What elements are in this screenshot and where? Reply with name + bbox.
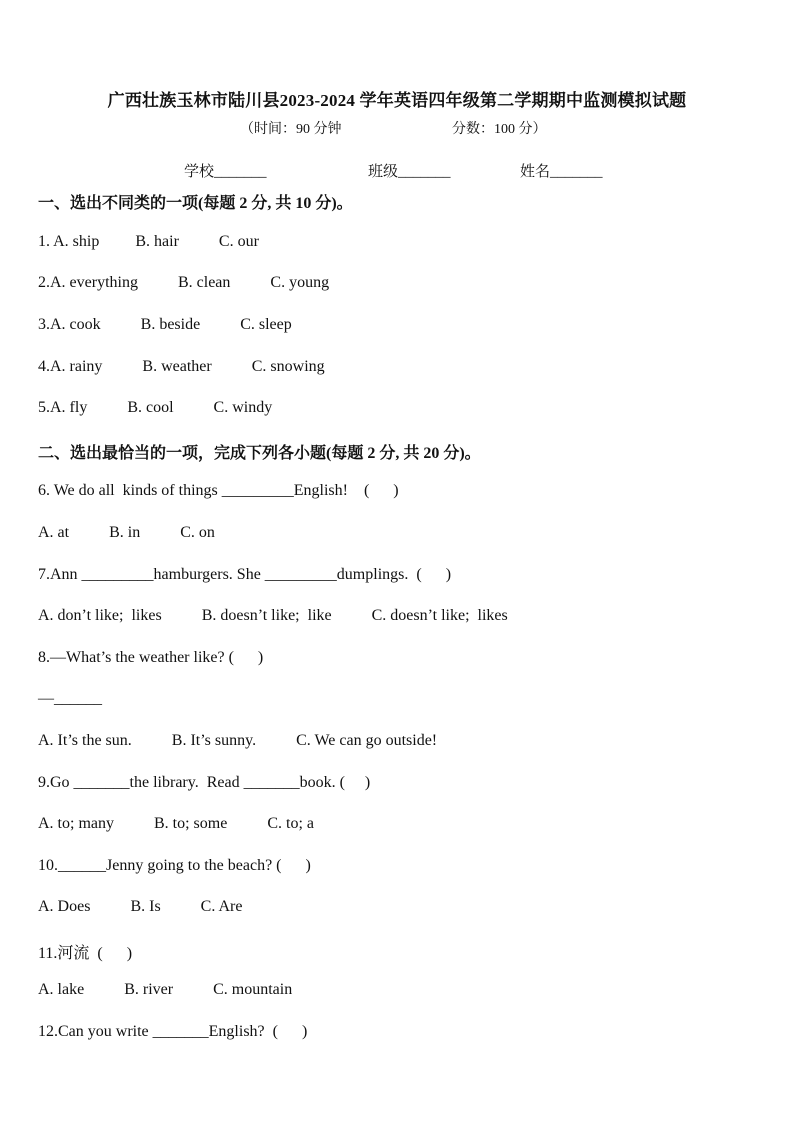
exam-title: 广西壮族玉林市陆川县2023-2024 学年英语四年级第二学期期中监测模拟试题 [107, 91, 687, 110]
class-field: 班级_______ [368, 164, 451, 180]
question-11: 11.河流 ( ) [38, 945, 133, 962]
question-4: 4.A. rainy B. weather C. snowing [38, 358, 325, 375]
question-1: 1. A. ship B. hair C. our [38, 233, 259, 250]
question-11-options: A. lake B. river C. mountain [38, 981, 293, 998]
question-5: 5.A. fly B. cool C. windy [38, 399, 273, 416]
name-field: 姓名_______ [520, 164, 603, 180]
question-12: 12.Can you write _______English? ( ) [38, 1023, 308, 1040]
question-8-answer-blank: —______ [38, 690, 102, 707]
school-field: 学校_______ [184, 164, 267, 180]
question-10-options: A. Does B. Is C. Are [38, 898, 243, 915]
exam-score: 分数：100 分） [452, 122, 547, 137]
section-2-heading: 二、选出最恰当的一项，完成下列各小题(每题 2 分, 共 20 分)。 [38, 445, 481, 462]
question-8-options: A. It’s the sun. B. It’s sunny. C. We can go outside! [38, 732, 438, 749]
question-7-options: A. don’t like; likes B. doesn’t like; like C. doesn’t like; likes [38, 607, 508, 624]
question-10: 10.______Jenny going to the beach? ( ) [38, 857, 311, 874]
question-3: 3.A. cook B. beside C. sleep [38, 316, 292, 333]
exam-time: （时间：90 分钟 [240, 122, 342, 137]
question-6-options: A. at B. in C. on [38, 524, 215, 541]
question-9: 9.Go _______the library. Read _______book. ( ) [38, 774, 371, 791]
question-2: 2.A. everything B. clean C. young [38, 274, 330, 291]
section-1-heading: 一、选出不同类的一项(每题 2 分, 共 10 分)。 [38, 195, 353, 212]
question-8: 8.—What’s the weather like? ( ) [38, 649, 264, 666]
question-7: 7.Ann _________hamburgers. She _________dumplings. ( ) [38, 566, 452, 583]
question-9-options: A. to; many B. to; some C. to; a [38, 815, 314, 832]
question-6: 6. We do all kinds of things _________English! ( ) [38, 482, 399, 499]
